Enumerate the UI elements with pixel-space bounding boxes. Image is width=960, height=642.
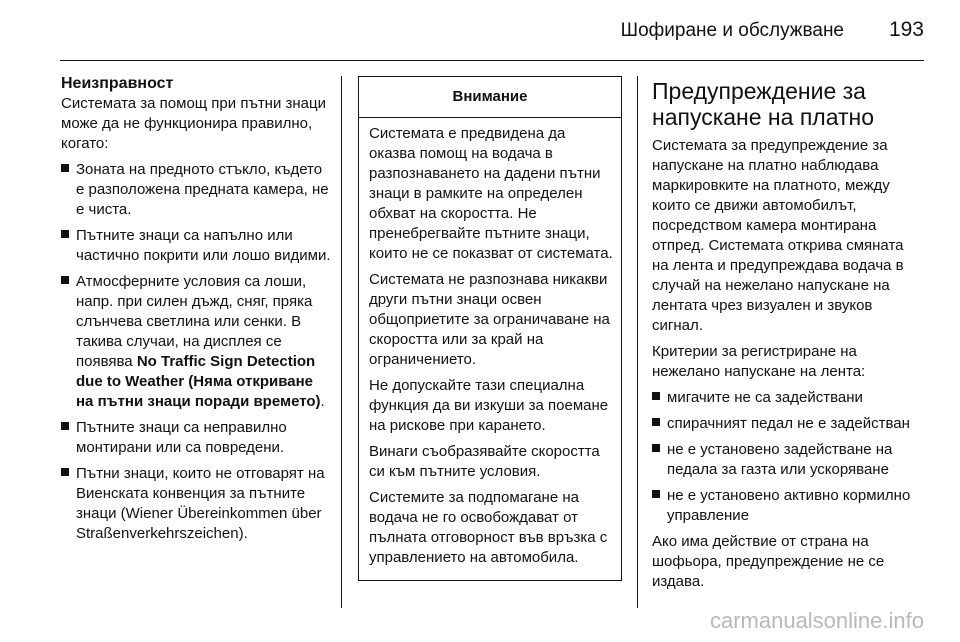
list-item: Пътните знаци са неправилно монтирани или са повредени. (61, 418, 331, 458)
page-number: 193 (888, 18, 924, 41)
malfunction-intro: Системата за помощ при пътни знаци може да не функционира правилно, когато: (61, 95, 326, 152)
bullet-icon (652, 392, 660, 400)
list-item: мигачите не са задействани (652, 388, 920, 408)
warning-title: Внимание (359, 77, 621, 118)
list-item: Пътните знаци са напълно или частично покрити или лошо видими. (61, 226, 331, 266)
list-item: не е установено активно кормилно управление (652, 486, 920, 526)
criteria-list (652, 388, 920, 526)
list-item: не е установено задействане на педала за газта или ускоряване (652, 440, 920, 480)
warning-paragraph: Винаги съобразявайте скоростта си към пътните условия. (369, 443, 600, 480)
warning-box (358, 76, 622, 581)
header-rule (60, 60, 924, 61)
column-divider-right (637, 76, 638, 608)
warning-paragraph: Системите за подпомагане на водача не го освобождават от пълната отговорност във връзка с управлението на автомобила. (369, 489, 608, 566)
warning-paragraph: Не допускайте тази специална функция да ви изкуши за поемане на рискове при карането. (369, 377, 609, 434)
warning-paragraph: Системата е предвидена да оказва помощ на водача в разпознаването на дадени пътни знаци в рамките на определен обхват на скоростта. Не пренебрегвайте пътните знаци, които не се показват от системата. (369, 125, 613, 262)
list-item: Атмосферните условия са лоши, напр. при силен дъжд, сняг, пряка слънчева светлина или сенки. В такива случаи, на дисплея се появява No Traffic Sign Detection due to Weather (Няма откриване на пътни знаци поради времето). (61, 272, 331, 412)
bullet-icon (61, 164, 69, 172)
column-divider-left (341, 76, 342, 608)
bullet-icon (61, 468, 69, 476)
criteria-intro: Критерии за регистриране на нежелано напускане на лента: (652, 343, 866, 380)
column-malfunction (61, 74, 331, 550)
header-title: Шофиране и обслужване (620, 20, 844, 41)
bullet-icon (61, 276, 69, 284)
watermark: carmanualsonline.info (709, 608, 924, 633)
lane-departure-heading: Предупреждение за напускане на платно (652, 78, 875, 130)
malfunction-heading: Неизправност (61, 75, 174, 92)
bullet-icon (652, 418, 660, 426)
column-lane-departure (652, 78, 920, 598)
list-item: спирачният педал не е задействан (652, 414, 920, 434)
warning-body (359, 118, 621, 568)
bullet-icon (61, 422, 69, 430)
lane-departure-description: Системата за предупреждение за напускане на платно наблюдава маркировките на платното, между които се движи автомобилът, посредством камера монтирана отпред. Системата открива смяната на лента и предупреждава водача в случай на нежелано напускане на лентата чрез визуален и звуков сигнал. (652, 137, 904, 334)
warning-paragraph: Системата не разпознава никакви други пътни знаци освен общоприетите за ограничаване на скоростта или за край на ограничението. (369, 271, 610, 368)
bullet-icon (61, 230, 69, 238)
display-message: No Traffic Sign Detection due to Weather (Няма откриване на пътни знаци поради времето) (76, 353, 321, 410)
bullet-icon (652, 490, 660, 498)
list-item: Зоната на предното стъкло, където е разположена предната камера, не е чиста. (61, 160, 331, 220)
malfunction-list (61, 160, 331, 544)
list-item: Пътни знаци, които не отговарят на Виенската конвенция за пътните знаци (Wiener Übereinkommen über Straßenverkehrszeichen). (61, 464, 331, 544)
page-header (0, 0, 960, 62)
bullet-icon (652, 444, 660, 452)
driver-action-note: Ако има действие от страна на шофьора, предупреждение не се издава. (652, 533, 885, 590)
